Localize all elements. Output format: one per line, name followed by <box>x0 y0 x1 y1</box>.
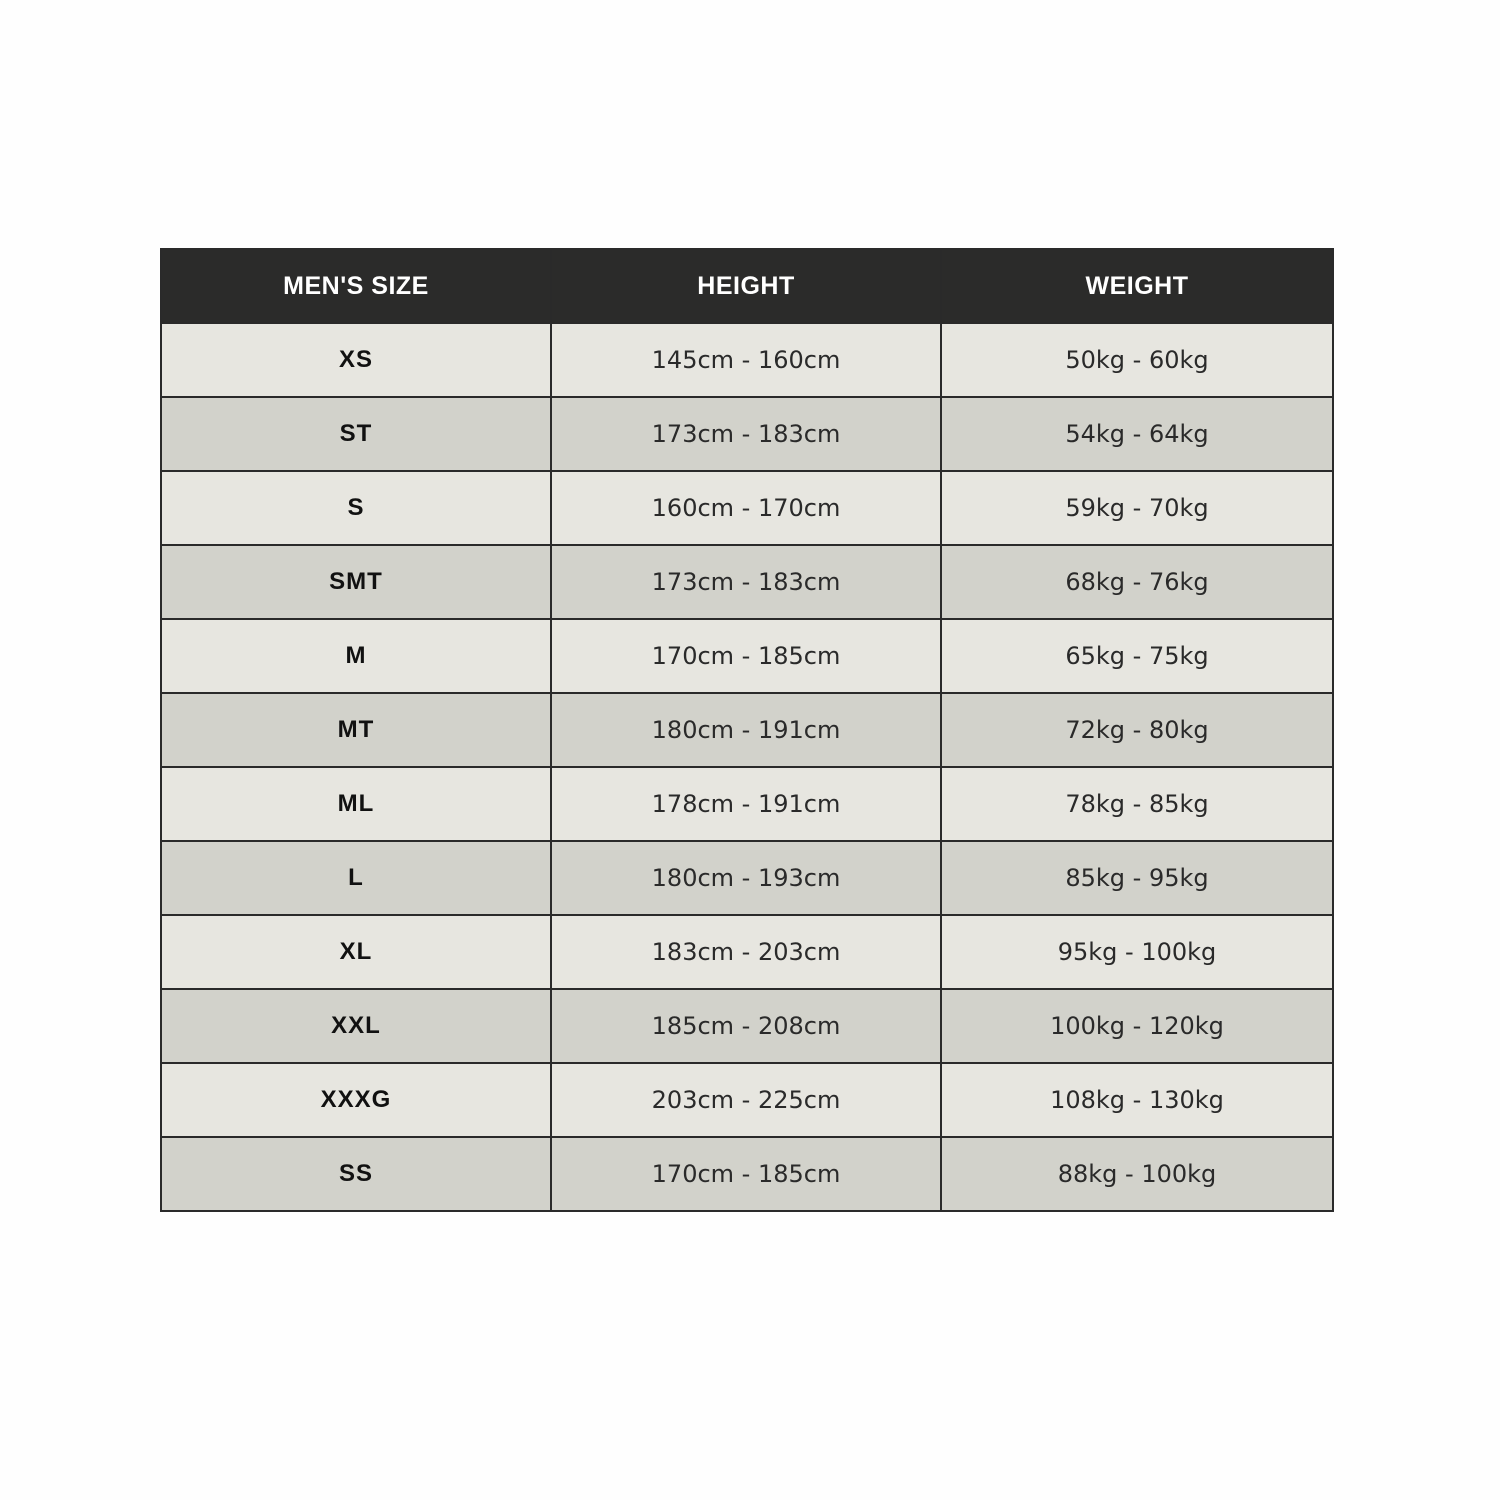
size-cell: XXXG <box>161 1063 551 1137</box>
header-weight: WEIGHT <box>941 249 1333 323</box>
size-cell: ML <box>161 767 551 841</box>
weight-cell: 108kg - 130kg <box>941 1063 1333 1137</box>
table-row <box>161 471 1333 545</box>
size-cell: SMT <box>161 545 551 619</box>
weight-cell: 50kg - 60kg <box>941 323 1333 397</box>
size-cell: MT <box>161 693 551 767</box>
table-row <box>161 1137 1333 1211</box>
size-cell: M <box>161 619 551 693</box>
weight-cell: 68kg - 76kg <box>941 545 1333 619</box>
size-cell: XL <box>161 915 551 989</box>
weight-cell: 72kg - 80kg <box>941 693 1333 767</box>
height-cell: 145cm - 160cm <box>551 323 941 397</box>
table-row <box>161 767 1333 841</box>
weight-cell: 85kg - 95kg <box>941 841 1333 915</box>
height-cell: 180cm - 191cm <box>551 693 941 767</box>
size-cell: XXL <box>161 989 551 1063</box>
weight-cell: 88kg - 100kg <box>941 1137 1333 1211</box>
table-row <box>161 323 1333 397</box>
weight-cell: 100kg - 120kg <box>941 989 1333 1063</box>
height-cell: 180cm - 193cm <box>551 841 941 915</box>
table-row <box>161 915 1333 989</box>
table-row <box>161 397 1333 471</box>
table-row <box>161 989 1333 1063</box>
size-chart-table <box>160 248 1334 1212</box>
size-cell: S <box>161 471 551 545</box>
weight-cell: 65kg - 75kg <box>941 619 1333 693</box>
weight-cell: 78kg - 85kg <box>941 767 1333 841</box>
size-cell: SS <box>161 1137 551 1211</box>
height-cell: 173cm - 183cm <box>551 397 941 471</box>
table-row <box>161 693 1333 767</box>
height-cell: 183cm - 203cm <box>551 915 941 989</box>
height-cell: 185cm - 208cm <box>551 989 941 1063</box>
header-mens-size: MEN'S SIZE <box>161 249 551 323</box>
table-row <box>161 619 1333 693</box>
table-row <box>161 1063 1333 1137</box>
weight-cell: 59kg - 70kg <box>941 471 1333 545</box>
height-cell: 178cm - 191cm <box>551 767 941 841</box>
height-cell: 170cm - 185cm <box>551 619 941 693</box>
height-cell: 160cm - 170cm <box>551 471 941 545</box>
weight-cell: 54kg - 64kg <box>941 397 1333 471</box>
header-height: HEIGHT <box>551 249 941 323</box>
size-cell: L <box>161 841 551 915</box>
table-header-row <box>161 249 1333 323</box>
table-row <box>161 841 1333 915</box>
height-cell: 173cm - 183cm <box>551 545 941 619</box>
size-cell: XS <box>161 323 551 397</box>
weight-cell: 95kg - 100kg <box>941 915 1333 989</box>
height-cell: 203cm - 225cm <box>551 1063 941 1137</box>
table-row <box>161 545 1333 619</box>
height-cell: 170cm - 185cm <box>551 1137 941 1211</box>
size-cell: ST <box>161 397 551 471</box>
